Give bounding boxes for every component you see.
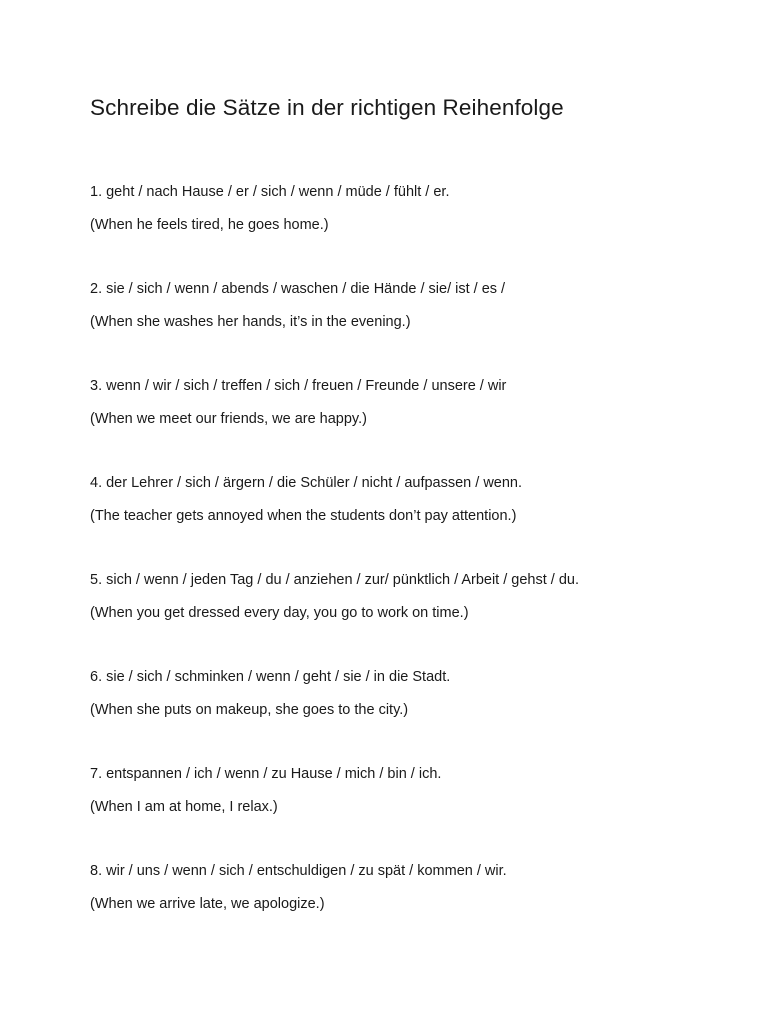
- exercise-item-3: [90, 377, 768, 474]
- exercise-item-6: [90, 668, 768, 765]
- exercise-item-2: [90, 280, 768, 377]
- page-title: Schreibe die Sätze in der richtigen Reihenfolge: [90, 95, 564, 120]
- exercise-translation: (When you get dressed every day, you go to work on time.): [90, 605, 469, 621]
- exercise-item-5: [90, 571, 768, 668]
- exercise-prompt: 2. sie / sich / wenn / abends / waschen / die Hände / sie/ ist / es /: [90, 281, 506, 297]
- exercise-item-8: [90, 862, 768, 959]
- exercise-prompt: 6. sie / sich / schminken / wenn / geht / sie / in die Stadt.: [90, 669, 451, 685]
- exercise-prompt: 8. wir / uns / wenn / sich / entschuldigen / zu spät / kommen / wir.: [90, 863, 507, 879]
- exercise-translation: (When she washes her hands, it’s in the evening.): [90, 314, 411, 330]
- exercise-item-7: [90, 765, 768, 862]
- exercise-prompt: 5. sich / wenn / jeden Tag / du / anziehen / zur/ pünktlich / Arbeit / gehst / du.: [90, 572, 579, 588]
- exercise-translation: (When she puts on makeup, she goes to the city.): [90, 702, 409, 718]
- exercise-prompt: 1. geht / nach Hause / er / sich / wenn / müde / fühlt / er.: [90, 184, 450, 200]
- exercise-prompt: 7. entspannen / ich / wenn / zu Hause / mich / bin / ich.: [90, 766, 442, 782]
- exercise-item-4: [90, 474, 768, 571]
- exercise-translation: (When we meet our friends, we are happy.): [90, 411, 367, 427]
- exercise-list: [90, 183, 768, 959]
- exercise-translation: (When he feels tired, he goes home.): [90, 217, 329, 233]
- exercise-item-1: [90, 183, 768, 280]
- exercise-translation: (The teacher gets annoyed when the students don’t pay attention.): [90, 508, 517, 524]
- exercise-translation: (When we arrive late, we apologize.): [90, 896, 325, 912]
- exercise-prompt: 3. wenn / wir / sich / treffen / sich / freuen / Freunde / unsere / wir: [90, 378, 507, 394]
- exercise-prompt: 4. der Lehrer / sich / ärgern / die Schüler / nicht / aufpassen / wenn.: [90, 475, 523, 491]
- exercise-translation: (When I am at home, I relax.): [90, 799, 278, 815]
